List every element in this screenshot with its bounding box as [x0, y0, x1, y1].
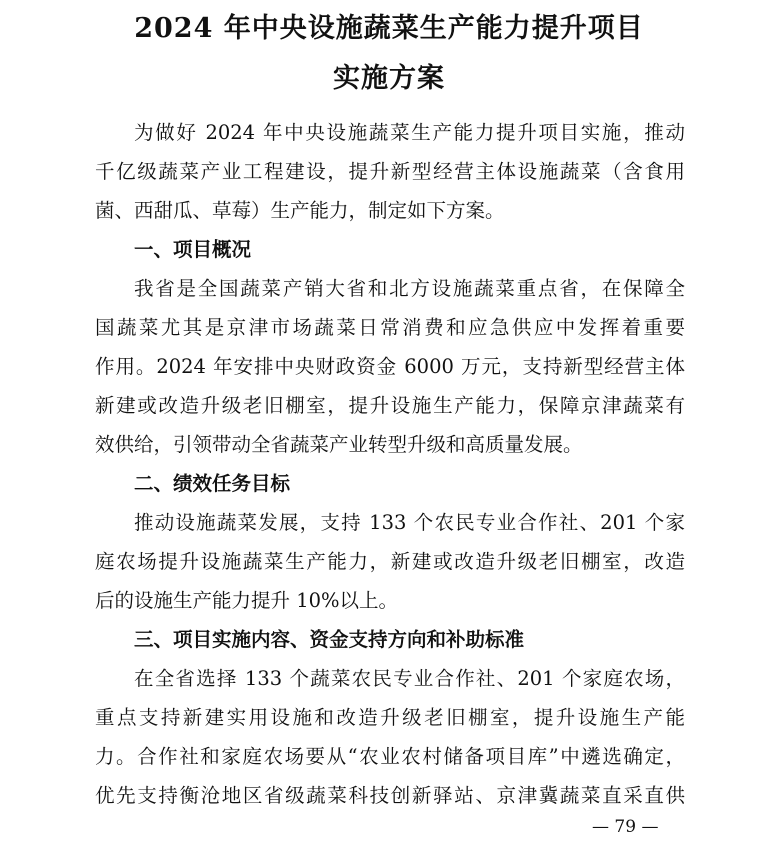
page-number: — 79 —: [592, 817, 659, 837]
paragraph-overview-line-1: 我省是全国蔬菜产销大省和北方设施蔬菜重点省，在保障全: [134, 277, 685, 300]
paragraph-content-line-4: 优先支持衡沧地区省级蔬菜科技创新驿站、京津冀蔬菜直采直供: [95, 784, 685, 807]
document-title-line-2: 实施方案: [333, 63, 445, 94]
paragraph-goals-line-1: 推动设施蔬菜发展，支持 133 个农民专业合作社、201 个家: [134, 511, 685, 534]
paragraph-overview-line-2: 国蔬菜尤其是京津市场蔬菜日常消费和应急供应中发挥着重要: [95, 316, 685, 339]
paragraph-overview-line-3: 作用。2024 年安排中央财政资金 6000 万元，支持新型经营主体: [95, 355, 685, 378]
paragraph-goals-line-3: 后的设施生产能力提升 10%以上。: [95, 589, 399, 612]
paragraph-content-line-3: 力。合作社和家庭农场要从“农业农村储备项目库”中遴选确定，: [95, 745, 685, 768]
section-heading-goals: 二、绩效任务目标: [134, 472, 291, 495]
paragraph-intro-line-2: 千亿级蔬菜产业工程建设，提升新型经营主体设施蔬菜（含食用: [95, 160, 685, 183]
paragraph-goals-line-2: 庭农场提升设施蔬菜生产能力，新建或改造升级老旧棚室，改造: [95, 550, 685, 573]
paragraph-intro-line-1: 为做好 2024 年中央设施蔬菜生产能力提升项目实施，推动: [134, 121, 685, 144]
section-heading-content: 三、项目实施内容、资金支持方向和补助标准: [134, 628, 525, 651]
paragraph-content-line-1: 在全省选择 133 个蔬菜农民专业合作社、201 个家庭农场，: [134, 667, 685, 690]
paragraph-overview-line-5: 效供给，引领带动全省蔬菜产业转型升级和高质量发展。: [95, 433, 583, 456]
paragraph-overview-line-4: 新建或改造升级老旧棚室，提升设施生产能力，保障京津蔬菜有: [95, 394, 685, 417]
paragraph-intro-line-3: 菌、西甜瓜、草莓）生产能力，制定如下方案。: [95, 199, 505, 222]
document-title-line-1: 2024 年中央设施蔬菜生产能力提升项目: [134, 13, 644, 44]
paragraph-content-line-2: 重点支持新建实用设施和改造升级老旧棚室，提升设施生产能: [95, 706, 685, 729]
section-heading-overview: 一、项目概况: [134, 238, 252, 261]
